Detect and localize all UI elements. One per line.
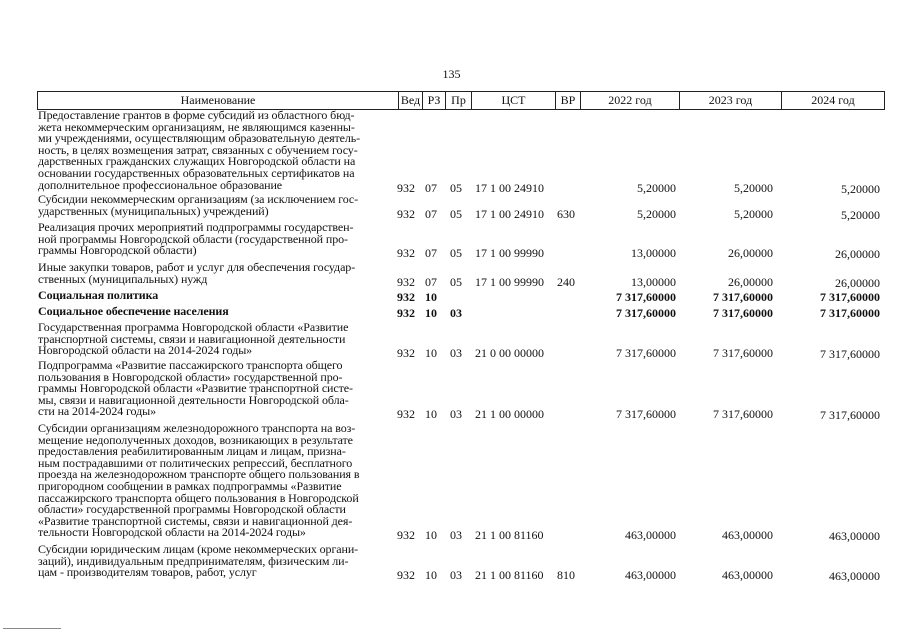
row-pr: 03 bbox=[450, 306, 462, 320]
row-ved: 932 bbox=[397, 346, 415, 361]
value-2024: 26,00000 bbox=[835, 247, 880, 262]
row-ved: 932 bbox=[397, 206, 415, 221]
row-name-line: Субсидии некоммерческим организациям (за исключением гос- bbox=[38, 192, 359, 206]
row-name-line: пригородном сообщении в рамках подпрограммы «Развитие bbox=[38, 478, 342, 493]
value-2023: 7 317,60000 bbox=[713, 290, 773, 304]
value-2024: 5,20000 bbox=[841, 181, 880, 196]
row-ved: 932 bbox=[397, 246, 415, 261]
row-pr: 05 bbox=[450, 206, 462, 221]
row-name-line: тельности Новгородской области на 2014-2024 годы» bbox=[38, 525, 306, 540]
row-name-line: области» государственной программы Новгородской области bbox=[38, 502, 346, 517]
row-name-line: Социальная политика bbox=[38, 288, 159, 302]
value-2022: 7 317,60000 bbox=[616, 346, 676, 361]
row-pr: 03 bbox=[450, 528, 462, 543]
table-row bbox=[37, 108, 897, 196]
value-2023: 7 317,60000 bbox=[713, 306, 773, 320]
row-cst: 17 1 00 24910 bbox=[475, 206, 544, 221]
value-2024: 7 317,60000 bbox=[820, 408, 880, 423]
row-cst: 21 1 00 81160 bbox=[475, 568, 544, 583]
row-rz: 10 bbox=[425, 290, 437, 304]
row-pr: 05 bbox=[450, 274, 462, 289]
row-ved: 932 bbox=[397, 180, 415, 195]
value-2022: 7 317,60000 bbox=[616, 306, 676, 320]
row-name-line: жета некоммерческим организациям, не являющимся казенны- bbox=[38, 119, 355, 134]
row-name-line: заций), индивидуальным предпринимателям, физическим ли- bbox=[38, 553, 349, 568]
row-pr: 03 bbox=[450, 407, 462, 422]
footnote-rule bbox=[3, 628, 61, 629]
row-cst: 17 1 00 99990 bbox=[475, 274, 544, 289]
table-row bbox=[37, 421, 897, 544]
value-2023: 5,20000 bbox=[734, 180, 773, 195]
value-2024: 7 317,60000 bbox=[820, 347, 880, 362]
row-name-line: сти на 2014-2024 годы» bbox=[38, 404, 156, 419]
value-2023: 7 317,60000 bbox=[713, 407, 773, 422]
value-2024: 463,00000 bbox=[829, 529, 880, 544]
value-2022: 13,00000 bbox=[631, 246, 676, 261]
row-cst: 21 0 00 00000 bbox=[475, 346, 544, 361]
header-2022: 2022 год bbox=[580, 92, 679, 109]
row-name-line: ственных (муниципальных) нужд bbox=[38, 271, 208, 286]
table-row bbox=[37, 260, 897, 290]
value-2023: 26,00000 bbox=[728, 246, 773, 261]
row-name-line: транспортной системы, связи и навигационной деятельности bbox=[38, 331, 346, 346]
row-pr: 05 bbox=[450, 246, 462, 261]
table-row bbox=[37, 290, 897, 304]
row-name bbox=[38, 360, 394, 418]
row-rz: 10 bbox=[425, 528, 437, 543]
row-name-line: ной программы Новгородской области (государственной про- bbox=[38, 231, 348, 246]
row-vr: 630 bbox=[557, 206, 575, 221]
row-name-line: мы, связи и навигационной деятельности Новгородской обла- bbox=[38, 392, 349, 407]
row-name-line: ми учреждениями, осуществляющим образовательную деятель- bbox=[38, 131, 361, 146]
header-vr: ВР bbox=[555, 92, 580, 109]
row-name-line: ным пострадавшими от политических репрессий, бесплатного bbox=[38, 455, 353, 470]
row-name-line: Субсидии организациям железнодорожного транспорта на воз- bbox=[38, 421, 356, 435]
value-2022: 463,00000 bbox=[625, 528, 676, 543]
row-ved: 932 bbox=[397, 274, 415, 289]
value-2022: 13,00000 bbox=[631, 274, 676, 289]
value-2023: 26,00000 bbox=[728, 274, 773, 289]
value-2024: 5,20000 bbox=[841, 207, 880, 222]
page-number: 135 bbox=[442, 67, 461, 81]
row-name bbox=[38, 306, 394, 318]
row-rz: 10 bbox=[425, 568, 437, 583]
row-rz: 10 bbox=[425, 306, 437, 320]
value-2022: 5,20000 bbox=[637, 206, 676, 221]
row-name-line: Реализация прочих мероприятий подпрограммы государствен- bbox=[38, 220, 354, 234]
row-ved: 932 bbox=[397, 407, 415, 422]
header-rz: РЗ bbox=[422, 92, 445, 109]
row-name-line: Субсидии юридическим лицам (кроме некоммерческих органи- bbox=[38, 542, 359, 556]
row-rz: 07 bbox=[425, 206, 437, 221]
row-rz: 07 bbox=[425, 180, 437, 195]
row-rz: 10 bbox=[425, 346, 437, 361]
header-ved: Вед bbox=[398, 92, 422, 109]
row-name bbox=[38, 262, 394, 285]
row-name-line: пользования в Новгородской области» государственной про- bbox=[38, 369, 343, 384]
row-name bbox=[38, 423, 394, 539]
value-2024: 26,00000 bbox=[835, 275, 880, 290]
row-name-line: основании государственных образовательных сертификатов на bbox=[38, 165, 355, 180]
row-cst: 17 1 00 99990 bbox=[475, 246, 544, 261]
header-pr: Пр bbox=[445, 92, 471, 109]
value-2022: 463,00000 bbox=[625, 568, 676, 583]
value-2023: 463,00000 bbox=[722, 568, 773, 583]
value-2024: 7 317,60000 bbox=[820, 306, 880, 320]
row-cst: 21 1 00 81160 bbox=[475, 528, 544, 543]
row-ved: 932 bbox=[397, 568, 415, 583]
table-row bbox=[37, 358, 897, 423]
row-pr: 03 bbox=[450, 568, 462, 583]
row-name-line: пассажирского транспорта общего пользования в Новгородской bbox=[38, 490, 359, 505]
row-name-line: ность, в целях возмещения затрат, связанных с обучением госу- bbox=[38, 142, 358, 157]
row-name-line: Социальное обеспечение населения bbox=[38, 304, 229, 318]
row-name-line: предоставления реабилитированным лицам и лицам, призна- bbox=[38, 444, 346, 459]
table-row bbox=[37, 320, 897, 362]
value-2024: 463,00000 bbox=[829, 569, 880, 584]
row-name-line: Подпрограмма «Развитие пассажирского транспорта общего bbox=[38, 358, 343, 372]
row-ved: 932 bbox=[397, 306, 415, 320]
value-2023: 7 317,60000 bbox=[713, 346, 773, 361]
row-name bbox=[38, 110, 394, 191]
row-name-line: Новгородской области на 2014-2024 годы» bbox=[38, 343, 253, 358]
table-row bbox=[37, 306, 897, 320]
value-2023: 5,20000 bbox=[734, 206, 773, 221]
row-name-line: дарственных гражданских служащих Новгородской области на bbox=[38, 154, 356, 169]
row-name-line: мещение недополученных доходов, возникающих в результате bbox=[38, 432, 353, 447]
row-rz: 07 bbox=[425, 246, 437, 261]
row-pr: 05 bbox=[450, 180, 462, 195]
value-2024: 7 317,60000 bbox=[820, 290, 880, 304]
row-rz: 10 bbox=[425, 407, 437, 422]
row-name bbox=[38, 544, 394, 579]
row-name bbox=[38, 194, 394, 217]
row-ved: 932 bbox=[397, 528, 415, 543]
row-name-line: Государственная программа Новгородской области «Развитие bbox=[38, 320, 349, 334]
row-name-line: граммы Новгородской области) bbox=[38, 243, 197, 258]
row-vr: 810 bbox=[557, 568, 575, 583]
row-name bbox=[38, 222, 394, 257]
header-cst: ЦСТ bbox=[471, 92, 555, 109]
table-row bbox=[37, 220, 897, 262]
value-2022: 7 317,60000 bbox=[616, 407, 676, 422]
value-2022: 5,20000 bbox=[637, 180, 676, 195]
row-name-line: граммы Новгородской области «Развитие транспортной систе- bbox=[38, 381, 353, 396]
row-name bbox=[38, 322, 394, 357]
header-2024: 2024 год bbox=[781, 92, 884, 109]
row-name-line: дополнительное профессиональное образование bbox=[38, 177, 283, 192]
header-2023: 2023 год bbox=[679, 92, 781, 109]
row-name-line: ударственных (муниципальных) учреждений) bbox=[38, 203, 269, 218]
row-vr: 240 bbox=[557, 274, 575, 289]
value-2022: 7 317,60000 bbox=[616, 290, 676, 304]
header-name: Наименование bbox=[180, 93, 256, 107]
value-2023: 463,00000 bbox=[722, 528, 773, 543]
row-name-line: проезда на железнодорожном транспорте общего пользования в bbox=[38, 467, 360, 482]
row-name-line: Предоставление грантов в форме субсидий из областного бюд- bbox=[38, 108, 355, 122]
row-ved: 932 bbox=[397, 290, 415, 304]
row-pr: 03 bbox=[450, 346, 462, 361]
row-cst: 17 1 00 24910 bbox=[475, 180, 544, 195]
row-rz: 07 bbox=[425, 274, 437, 289]
row-name-line: Иные закупки товаров, работ и услуг для обеспечения государ- bbox=[38, 260, 356, 274]
table-row bbox=[37, 542, 897, 584]
row-name-line: цам - производителям товаров, работ, услуг bbox=[38, 565, 257, 580]
row-name bbox=[38, 290, 394, 302]
row-name-line: «Развитие транспортной системы, связи и навигационной дея- bbox=[38, 513, 353, 528]
row-cst: 21 1 00 00000 bbox=[475, 407, 544, 422]
table-row bbox=[37, 192, 897, 222]
